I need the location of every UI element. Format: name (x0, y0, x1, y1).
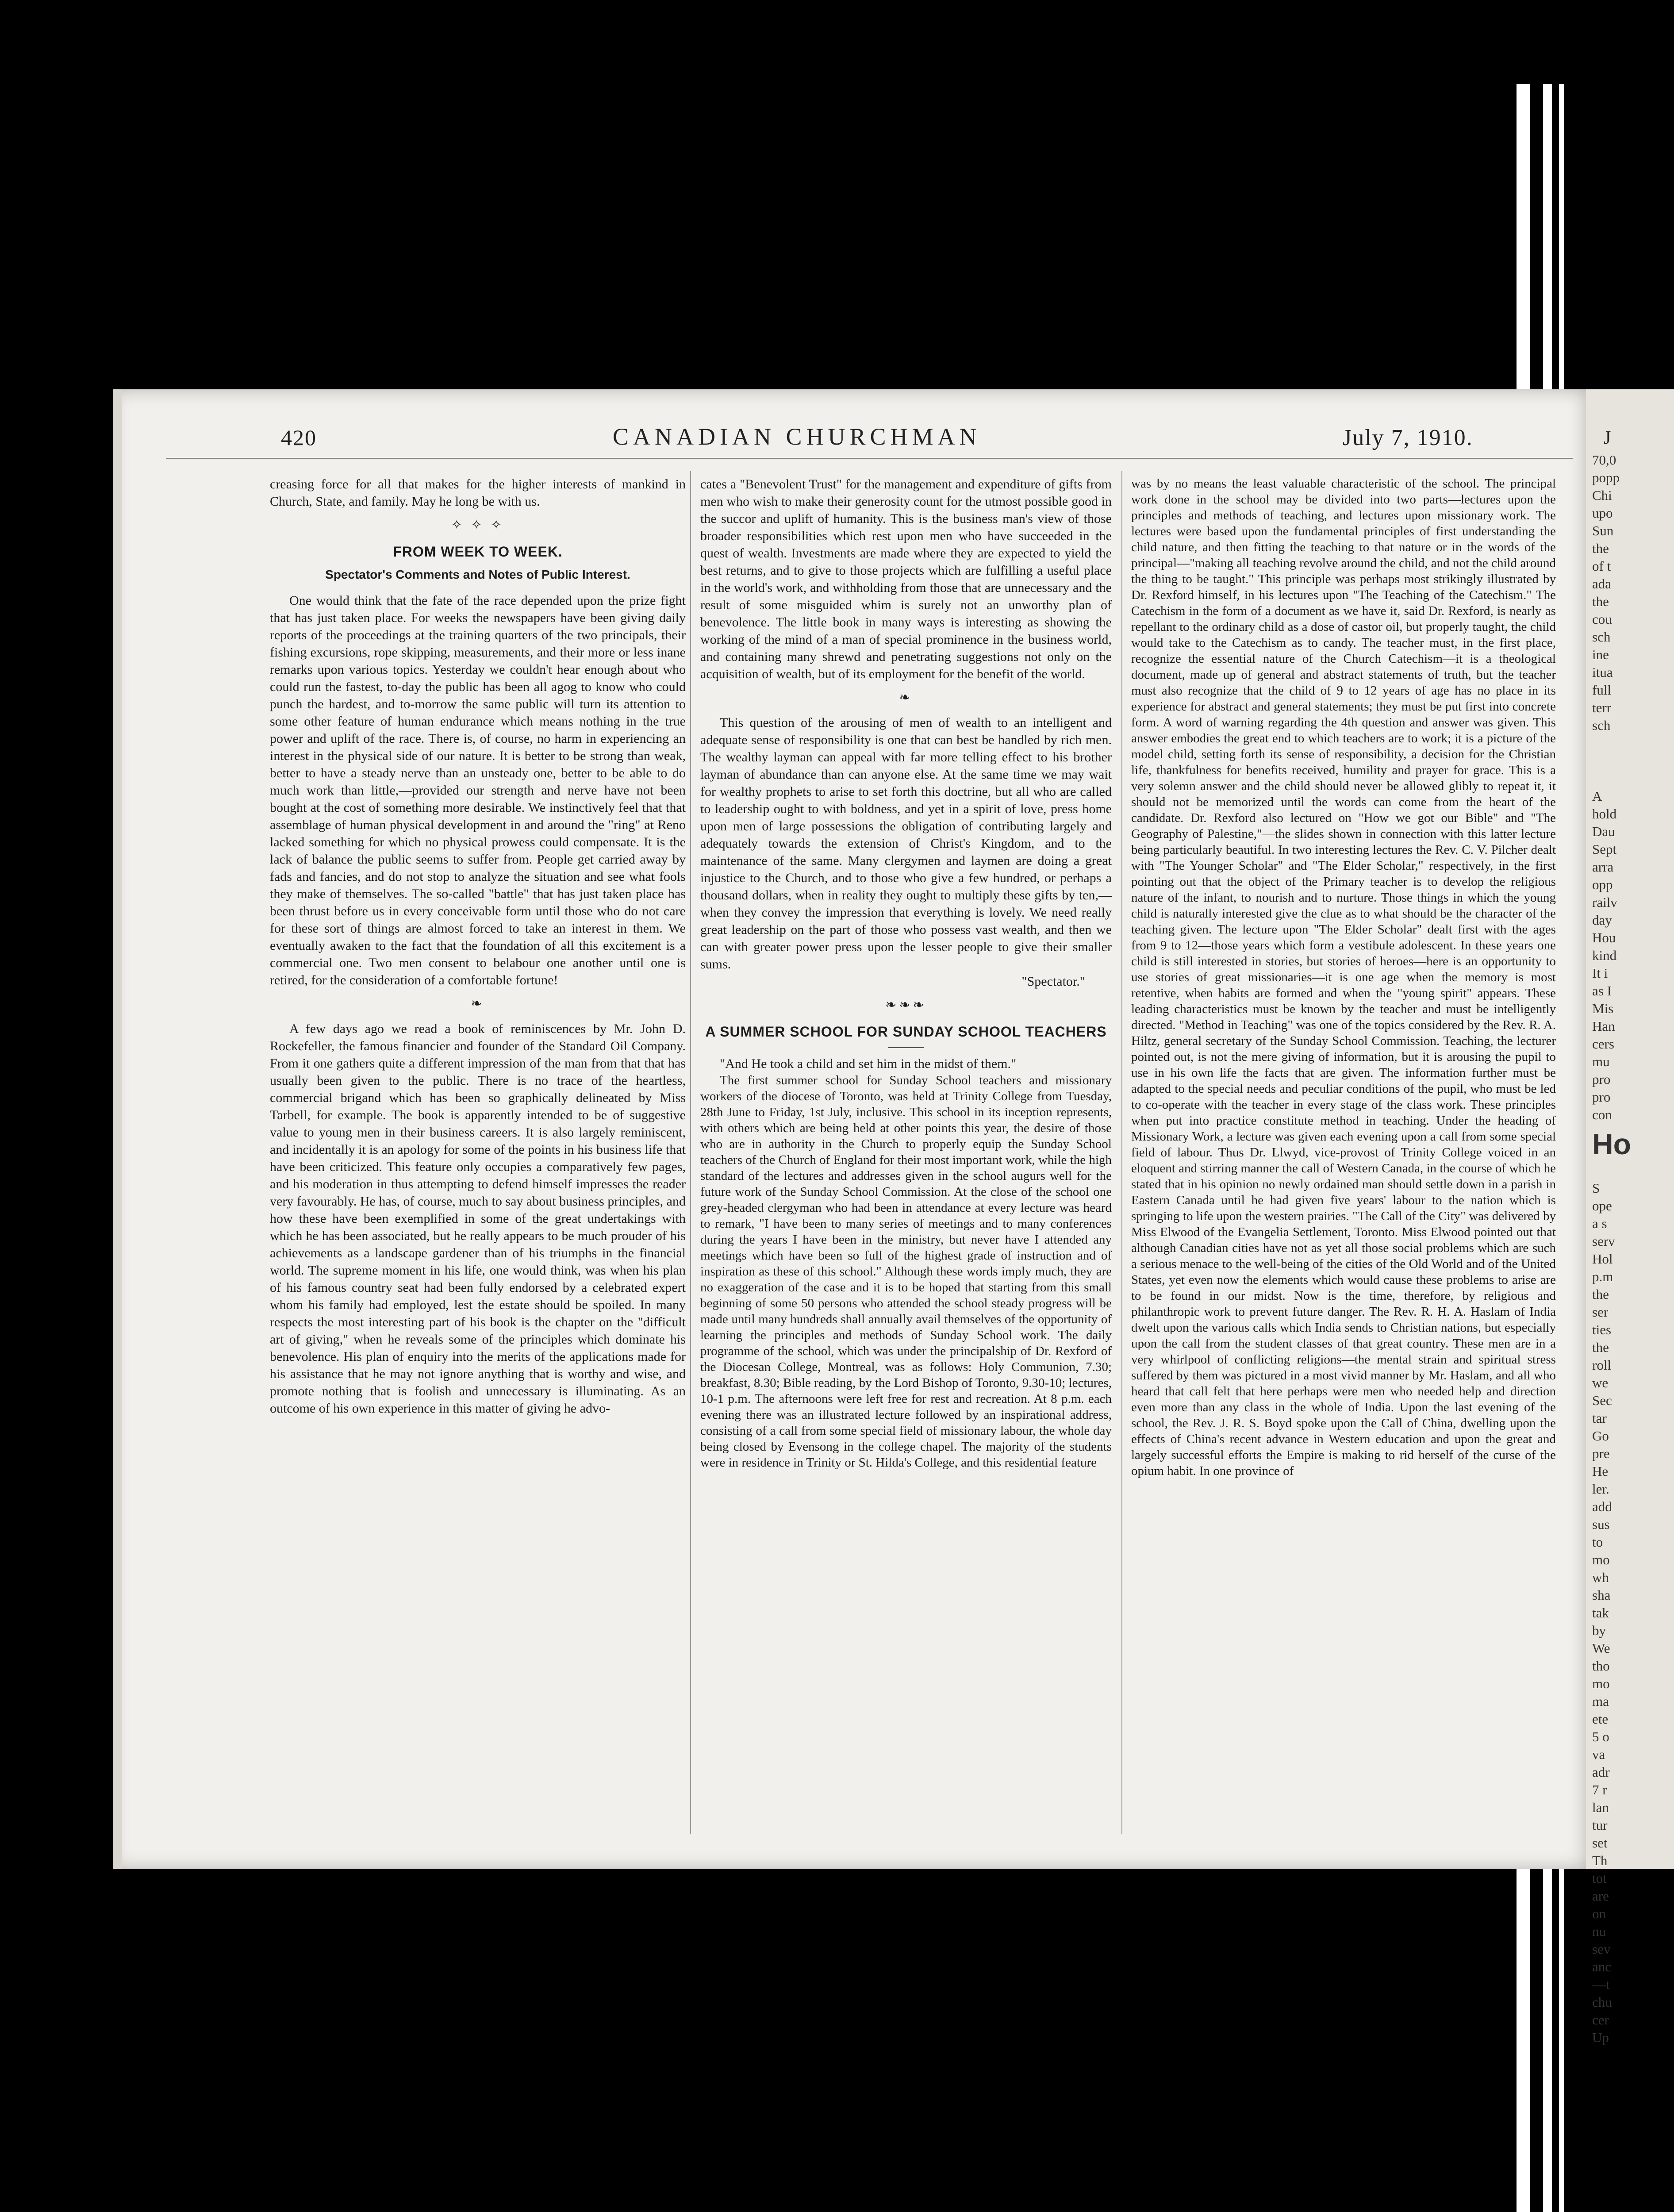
section-ornament: ❧❧❧ (885, 998, 927, 1012)
adjacent-text-line: ties (1592, 1322, 1612, 1337)
adjacent-text-line: —t (1592, 1977, 1610, 1992)
adjacent-text-line: con (1592, 1107, 1612, 1122)
adjacent-text-line: Up (1592, 2030, 1609, 2045)
article-paragraph: was by no means the least valuable characteristic of the school. The principal work done in the school may be divided into two parts—lectures upon the principles and methods of teaching, and lectures upon missionary work. The lectures were based upon the fundamental principles of first understanding the child nature, and then fitting the teaching to that nature or in the words of the principal—"making all teaching revolve around the child, and not the child around the thing to be taught." This principle was perhaps most strikingly illustrated by Dr. Rexford himself, in his lectures upon "The Teaching of the Catechism." The Catechism in the form of a document as we have it, said Dr. Rexford, is nearly as repellant to the ordinary child as a dose of castor oil, but properly taught, the child would take to the Catechism as to candy. The teacher must, in the first place, recognize the essential nature of the Church Catechism—it is a theological document, made up of general and abstract statements of truth, but the teacher must also recognize that the child of 9 to 12 years of age has no place in its experience for abstract and general statements; they must be put first into concrete form. A word of warning regarding the 4th question and answer was given. This answer embodies the great end to which teachers are to work; it is a picture of the model child, setting forth its sense of responsibility, a decision for the Christian life, thankfulness for benefits received, humility and prayer for grace. This is a very solemn answer and the child should never be allowed glibly to repeat it, it should not be memorized until the words can come from the heart of the candidate. Dr. Rexford also lectured on "How we got our Bible" and "The Geography of Palestine,"—the slides shown in connection with this latter lecture being particularly beautiful. In two interesting lectures the Rev. C. V. Pilcher dealt with "The Younger Scholar" and "The Elder Scholar," respectively, in the first pointing out that the object of the Primary teacher is to develop the religious nature of the infant, to nourish and to nurture. Those things in which the young child is naturally interested give the clue as to what should be the character of the teaching given. The lecture upon "The Elder Scholar" dealt first with the ages from 9 to 12—those years which form a vestibule adolescent. In these years one child is still interested in stories, but stories of heroes—here is an opportunity to use stories of great missionaries—it is one age when the memory is most retentive, when habits are formed and when the "young spirit" appears. These leading characteristics must be known by the teacher and must be intelligently directed. "Method in Teaching" was one of the topics considered by the Rev. R. A. Hiltz, general secretary of the Sunday School Commission. Teaching, the lecturer pointed out, is not the mere giving of information, but it is arousing the pupil to use in his own life the facts that are given. The information further must be adapted to the special needs and peculiar conditions of the pupil, who must be led to co-operate with the teacher in every stage of the class work. These principles when put into practice constitute method in teaching. Under the heading of Missionary Work, a lecture was given each evening upon a call from some special field of labour. Thus Dr. Llwyd, vice-provost of Trinity College voiced in an eloquent and stirring manner the call of Western Canada, in the course of which he stated that in his opinion no newly ordained man should settle down in a parish in Eastern Canada until he had given five years' labour to the nation which is springing to life upon the western prairies. "The Call of the City" was delivered by Miss Elwood of the Evangelia Settlement, Toronto. Miss Elwood pointed out that although Canadian cities have not as yet all those social problems which are such a serious menace to the well-being of the cities of the Old World and of the United States, yet even now the elements which would cause these problems to arise are to be found in our midst. Now is the time, therefore, by religious and philanthropic work to prevent future danger. The Rev. R. H. A. Haslam of India dwelt upon the various calls which India sends to Christian nations, but especially upon the call from the student classes of that great country. These men are in a very whirlpool of conflicting religions—the mental strain and spiritual stress suffered by them was pictured in a most vivid manner by Mr. Haslam, and all who heard that call felt that here perhaps were men who needed help and direction even more than any class in the whole of India. Upon the last evening of the school, the Rev. J. R. S. Boyd spoke upon the Call of China, dwelling upon the effects of China's recent advance in Western education and upon the great and largely successful efforts the Empire is making to rid herself of the curse of the opium habit. In one province of (1131, 476, 1556, 1478)
adjacent-text-line: Mis (1592, 1001, 1614, 1016)
adjacent-text-line: pre (1592, 1446, 1610, 1461)
adjacent-text-line: Sec (1592, 1393, 1612, 1408)
adjacent-text-line: wh (1592, 1570, 1609, 1585)
section-ornament: ✧ ✧ ✧ (451, 518, 505, 532)
page-number: 420 (281, 425, 317, 450)
adjacent-text-line: tur (1592, 1817, 1608, 1833)
adjacent-text-line: tho (1592, 1658, 1610, 1674)
adjacent-text-line: hold (1592, 806, 1617, 822)
adjacent-text-line: of t (1592, 558, 1611, 574)
article-heading-summer-school: A SUMMER SCHOOL FOR SUNDAY SCHOOL TEACHERS (705, 1024, 1107, 1040)
article-heading-from-week-to-week: FROM WEEK TO WEEK. (393, 544, 563, 560)
adjacent-text-line: set (1592, 1835, 1608, 1851)
adjacent-page-bleed (1586, 389, 1674, 2045)
adjacent-text-line: Hou (1592, 930, 1616, 945)
adjacent-text-line: roll (1592, 1357, 1612, 1373)
adjacent-text-line: kind (1592, 948, 1617, 963)
adjacent-text-line: ser (1592, 1304, 1609, 1320)
adjacent-text-line: mo (1592, 1552, 1610, 1567)
adjacent-text-line: lan (1592, 1800, 1609, 1815)
adjacent-text-line: Sun (1592, 523, 1614, 538)
article-signature: "Spectator." (1021, 974, 1085, 989)
adjacent-text-line: 5 o (1592, 1729, 1609, 1744)
adjacent-text-line: sus (1592, 1517, 1610, 1532)
adjacent-text-line: popp (1592, 470, 1620, 485)
adjacent-text-line: tar (1592, 1410, 1607, 1426)
adjacent-text-line: tot (1592, 1870, 1607, 1886)
adjacent-text-line: day (1592, 912, 1612, 928)
adjacent-text-line: We (1592, 1640, 1610, 1656)
article-epigraph: "And He took a child and set him in the midst of them." (720, 1056, 1017, 1071)
adjacent-text-line: chu (1592, 1994, 1612, 2010)
adjacent-text-line: 7 r (1592, 1782, 1607, 1797)
adjacent-text-line: railv (1592, 895, 1617, 910)
adjacent-text-line: Hol (1592, 1251, 1613, 1267)
adjacent-text-line: we (1592, 1375, 1609, 1390)
adjacent-text-line: upo (1592, 505, 1613, 521)
adjacent-heading-fragment: Ho (1592, 1128, 1631, 1160)
adjacent-text-line: Th (1592, 1853, 1608, 1868)
issue-date: July 7, 1910. (1343, 425, 1473, 450)
adjacent-text-line: add (1592, 1499, 1612, 1514)
adjacent-text-line: A (1592, 788, 1602, 804)
article-paragraph: cates a "Benevolent Trust" for the management and expenditure of gifts from men who wish to make their generosity count for the utmost possible good in the succor and uplift of humanity. This is the business man's view of those broader responsibilities which rest upon men who have succeeded in the quest of wealth. Investments are made where they are expected to yield the best returns, and to give to those projects which are fulfilling a useful place in the world's work, and withholding from those that are unnecessary and the result of some misguided whim is surely not an unworthy plan of benevolence. The little book in many ways is interesting as showing the working of the mind of a man of special prominence in the business world, and containing many shrewd and penetrating suggestions not only on the acquisition of wealth, but of its employment for the benefit of the world. (700, 477, 1112, 681)
adjacent-text-line: serv (1592, 1233, 1615, 1249)
adjacent-text-line: sch (1592, 718, 1611, 733)
adjacent-text-line: ete (1592, 1711, 1609, 1727)
adjacent-text-line: va (1592, 1747, 1605, 1762)
adjacent-text-line: cer (1592, 2012, 1609, 2028)
column-rule-2 (1121, 471, 1122, 1834)
adjacent-text-line: cou (1592, 611, 1612, 627)
adjacent-text-line: to (1592, 1534, 1603, 1550)
adjacent-text-line: sch (1592, 629, 1611, 645)
adjacent-text-line: tak (1592, 1605, 1609, 1621)
page-binding-edge (113, 389, 122, 1869)
column-1 (270, 476, 686, 1417)
column-2 (700, 476, 1112, 1471)
paragraph-ornament: ❧ (471, 996, 485, 1011)
adjacent-text-line: a s (1592, 1216, 1607, 1231)
adjacent-text-line: the (1592, 1340, 1609, 1355)
adjacent-text-block-a (1592, 451, 1674, 734)
paragraph-ornament: ❧ (899, 690, 913, 705)
column-rule-1 (690, 471, 691, 1834)
adjacent-text-line: Go (1592, 1428, 1609, 1444)
column-3 (1131, 476, 1556, 1479)
adjacent-text-line: He (1592, 1463, 1609, 1479)
adjacent-text-line: S (1592, 1180, 1600, 1196)
adjacent-text-line: by (1592, 1623, 1606, 1638)
adjacent-text-line: Han (1592, 1018, 1615, 1034)
article-paragraph: This question of the arousing of men of wealth to an intelligent and adequate sense of responsibility is one that can best be handled by rich men. The wealthy layman can appeal with far more telling effect to his brother layman of abundance than can anyone else. At the same time we may wait for wealthy prophets to arise to set forth this doctrine, but all who are called to leadership ought to with boldness, and yet in a spirit of love, press home upon men of large possessions the obligation of contributing largely and adequately towards the extension of Christ's Kingdom, and to the maintenance of the same. Many clergymen and laymen are doing a great injustice to the Church, and to those who give a few hundred, or perhaps a thousand dollars, when in reality they ought to multiply these gifts by ten,—when they convey the impression that everything is lovely. We need really great leadership on the part of those who possess vast wealth, and then we can with greater power press upon the lesser people to give their smaller sums. (700, 715, 1112, 972)
article-paragraph: One would think that the fate of the race depended upon the prize fight that has just taken place. For weeks the newspapers have been giving daily reports of the proceedings at the training quarters of the two principals, their fishing excursions, rope skipping, measurements, and their more or less inane remarks upon various topics. Yesterday we couldn't hear enough about who could run the fastest, to-day the public has been all agog to know who could punch the hardest, and to-morrow the same public will turn its attention to some other feature of human endurance which means nothing in the true power and uplift of the race. There is, of course, no harm in experiencing an interest in the physical side of our nature. It is better to be strong than weak, better to have a steady nerve than an unsteady one, better to be able to do much work than little,—provided our strength and nerve have not been bought at the cost of something more desirable. We instinctively feel that that assemblage of human physical development in and around the "ring" at Reno lacked something for which no physical prowess could compensate. It is the lack of balance the public seems to suffer from. People get carried away by fads and fancies, and do not stop to analyze the situation and see what fools they make of themselves. The so-called "battle" that has just taken place has been thrust before us in every conceivable form until those who do not care for these sort of things are almost forced to take an interest in them. We eventually awaken to the fact that the foundation of all this excitement is a commercial one. Two men consent to belabour one another until one is retired, for the consideration of a comfortable fortune! (270, 593, 686, 987)
adjacent-text-line: Dau (1592, 824, 1615, 839)
adjacent-text-line: arra (1592, 859, 1614, 875)
journal-title: CANADIAN CHURCHMAN (613, 423, 981, 450)
adjacent-text-line: opp (1592, 877, 1613, 892)
adjacent-text-line: ma (1592, 1694, 1609, 1709)
running-header (113, 425, 1586, 456)
heading-rule (888, 1047, 924, 1048)
adjacent-text-line: ada (1592, 576, 1612, 591)
adjacent-text-line: sha (1592, 1587, 1611, 1603)
adjacent-text-line: mu (1592, 1054, 1610, 1069)
adjacent-text-line: ler. (1592, 1481, 1609, 1497)
adjacent-text-line: are (1592, 1888, 1609, 1904)
adjacent-text-line: Sept (1592, 841, 1617, 857)
adjacent-text-line: the (1592, 594, 1609, 609)
header-rule (166, 458, 1573, 459)
article-paragraph: A few days ago we read a book of reminiscences by Mr. John D. Rockefeller, the famous financier and founder of the Standard Oil Company. From it one gathers quite a different impression of the man from that that has usually been given to the public. There is no trace of the heartless, commercial brigand which has been so graphically delineated by Miss Tarbell, for example. The book is apparently intended to be of suggestive value to young men in their business careers. It is also largely reminiscent, and incidentally it is an apology for some of the points in his business life that have been criticized. This feature only occupies a comparatively few pages, and his moderation in thus attempting to defend himself impresses the reader very favourably. He has, of course, much to say about business principles, and how these have been exemplified in some of the great undertakings with which he has been associated, but he really appears to be much prouder of his achievements as a landscape gardener than of his triumphs in the financial world. The supreme moment in his life, one would think, was when his plan of his famous country seat had been fully endorsed by a celebrated expert whom his family had employed, lest the estate should be spoiled. In many respects the most interesting part of his book is the chapter on the "difficult art of giving," when he reveals some of the principles which dominate his benevolence. His plan of enquiry into the merits of the applications made for his assistance that he may not ignore anything that is worthy and wise, and promote nothing that is foolish and unnecessary is illuminating. As an outcome of his own experience in this matter of giving he advo- (270, 1022, 686, 1416)
adjacent-text-line: ope (1592, 1198, 1612, 1214)
adjacent-text-line: mo (1592, 1676, 1610, 1691)
adjacent-text-line: It i (1592, 965, 1608, 981)
adjacent-text-block-c (1592, 1179, 1674, 2047)
adjacent-page-text (1592, 451, 1674, 2047)
adjacent-text-line: adr (1592, 1764, 1610, 1780)
newspaper-page (113, 389, 1586, 1869)
adjacent-page-header: J (1604, 428, 1611, 448)
adjacent-text-line: the (1592, 541, 1609, 556)
adjacent-text-line: ine (1592, 647, 1609, 662)
adjacent-text-line: sev (1592, 1941, 1611, 1957)
adjacent-text-line: anc (1592, 1959, 1612, 1974)
article-subheading-spectator: Spectator's Comments and Notes of Public Interest. (325, 568, 630, 581)
adjacent-text-line: 70,0 (1592, 452, 1616, 468)
adjacent-text-line: p.m (1592, 1269, 1613, 1284)
adjacent-text-line: as I (1592, 983, 1612, 998)
article-paragraph: The first summer school for Sunday School teachers and missionary workers of the diocese of Toronto, was held at Trinity College from Tuesday, 28th June to Friday, 1st July, inclusive. This school in its inception represents, with others which are being held at other points this year, the desire of those who are in authority in the Church to properly equip the Sunday School teachers of the Church of England for their most important work, while the high standard of the lectures and addresses given in the school augurs well for the future work of the Sunday School Commission. At the close of the school one grey-headed clergyman who had been in attendance at every lecture was heard to remark, "I have been to many series of meetings and to many conferences during the years I have been in the ministry, but never have I attended any meetings which have been so full of the highest grade of instruction and of inspiration as these of this school." Although these words imply much, they are no exaggeration of the case and it is to be hoped that starting from this small beginning of some 50 persons who attended the school steady progress will be made until many hundreds shall annually avail themselves of the opportunity of learning the principles and methods of Sunday School work. The daily programme of the school, which was under the principalship of Dr. Rexford of the Diocesan College, Montreal, was as follows: Holy Communion, 7.30; breakfast, 8.30; Bible reading, by the Lord Bishop of Toronto, 9.30-10; lectures, 10-1 p.m. The afternoons were left free for rest and recreation. At 8 p.m. each evening there was an illustrated lecture followed by an inspirational address, consisting of a call from some special field of missionary labour, the whole day being closed by Evensong in the college chapel. The majority of the students were in residence in Trinity or St. Hilda's College, and this residential feature (700, 1073, 1112, 1470)
adjacent-text-line: cers (1592, 1036, 1614, 1052)
adjacent-text-line: nu (1592, 1924, 1606, 1939)
adjacent-text-line: itua (1592, 664, 1613, 680)
column1-intro: creasing force for all that makes for the higher interests of mankind in Church, State, and family. May he long be with us. (270, 477, 686, 509)
adjacent-text-line: pro (1592, 1089, 1611, 1105)
adjacent-text-line: terr (1592, 700, 1612, 715)
adjacent-text-block-b (1592, 787, 1674, 1124)
adjacent-text-line: full (1592, 682, 1612, 698)
adjacent-text-line: the (1592, 1286, 1609, 1302)
adjacent-text-line: on (1592, 1906, 1606, 1921)
adjacent-text-line: pro (1592, 1071, 1611, 1087)
adjacent-text-line: Chi (1592, 488, 1612, 503)
